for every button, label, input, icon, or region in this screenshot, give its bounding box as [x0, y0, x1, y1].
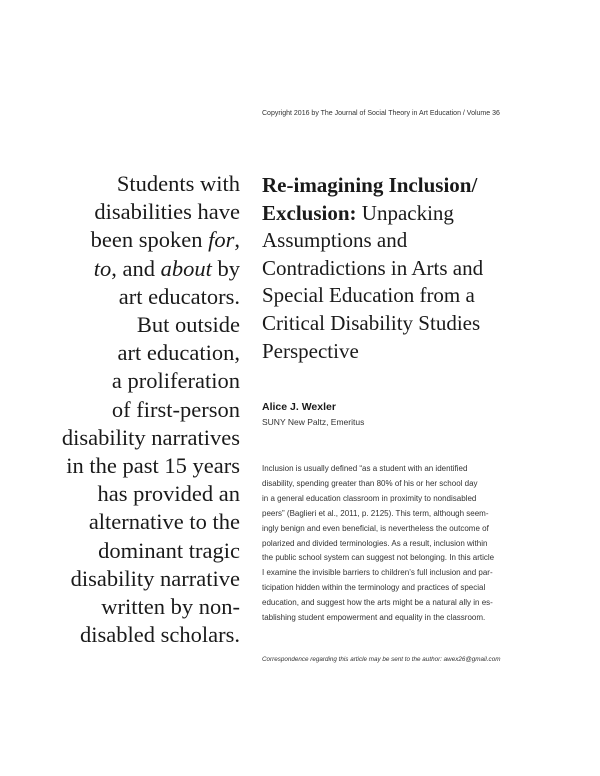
pull-quote-line: has provided an: [97, 481, 240, 507]
copyright-line: Copyright 2016 by The Journal of Social Theory in Art Education / Volume 36: [262, 110, 500, 117]
pull-quote-line: alternative to the: [88, 509, 240, 535]
author-name: Alice J. Wexler: [262, 401, 336, 413]
title-line: Assumptions and: [262, 228, 408, 253]
correspondence-note: Correspondence regarding this article may be sent to the author: awex26@gmail.com: [262, 656, 501, 663]
author-affiliation: SUNY New Paltz, Emeritus: [262, 417, 365, 427]
pull-quote-line: disabled scholars.: [80, 622, 240, 648]
pull-quote-text: been spoken: [90, 227, 209, 253]
title-line: Contradictions in Arts and: [262, 255, 484, 280]
abstract-line: ticipation hidden within the terminology and practices of special: [262, 583, 486, 593]
abstract-line: education, and suggest how the arts might be a natural ally in es-: [262, 598, 493, 608]
pull-quote-line: art education,: [117, 340, 240, 366]
pull-quote-line: in the past 15 years: [66, 453, 240, 479]
pull-quote-emphasis: to: [93, 255, 112, 281]
pull-quote-text: , and: [111, 255, 161, 281]
pull-quote-line: Students with: [116, 171, 240, 196]
pull-quote-line: disability narratives: [61, 424, 240, 450]
title-line: Perspective: [262, 338, 359, 363]
pull-quote-line: But outside: [136, 312, 240, 338]
pull-quote-line: written by non-: [101, 594, 240, 620]
pull-quote-line: a proliferation: [111, 368, 240, 394]
pull-quote-emphasis: about: [160, 255, 212, 281]
pull-quote-emphasis: for: [208, 227, 235, 253]
title-line: [262, 200, 582, 228]
abstract-line: ingly benign and even beneficial, is nevertheless the outcome of: [262, 523, 489, 533]
abstract-line: I examine the invisible barriers to children’s full inclusion and par-: [262, 568, 493, 578]
title-text: Unpacking: [356, 200, 454, 225]
abstract-line: polarized and divided terminologies. As a result, inclusion within: [262, 538, 488, 548]
title-line: Re-imagining Inclusion/: [262, 173, 478, 197]
abstract-line: the public school system can suggest not belonging. In this article: [262, 553, 495, 563]
pull-quote-line: of first-person: [111, 396, 240, 422]
pull-quote-line: art educators.: [118, 283, 240, 309]
pull-quote: [30, 170, 240, 649]
abstract-line: tablishing student empowerment and equality in the classroom.: [262, 613, 486, 623]
abstract-line: peers” (Baglieri et al., 2011, p. 2125). This term, although seem-: [262, 508, 489, 518]
article-title: [262, 172, 582, 365]
pull-quote-line: [30, 255, 240, 283]
abstract-line: in a general education classroom in proximity to nondisabled: [262, 493, 477, 503]
pull-quote-line: dominant tragic: [98, 537, 240, 563]
title-line: Special Education from a: [262, 283, 475, 308]
pull-quote-line: disability narrative: [70, 565, 240, 591]
abstract: [262, 462, 582, 626]
abstract-line: disability, spending greater than 80% of his or her school day: [262, 478, 478, 488]
pull-quote-line: disabilities have: [94, 199, 240, 225]
pull-quote-line: [30, 226, 240, 254]
title-bold-text: Exclusion:: [262, 200, 357, 225]
pull-quote-text: ,: [234, 227, 240, 253]
abstract-line: Inclusion is usually defined “as a student with an identified: [262, 464, 468, 473]
title-line: Critical Disability Studies: [262, 310, 481, 335]
pull-quote-text: by: [211, 255, 240, 281]
